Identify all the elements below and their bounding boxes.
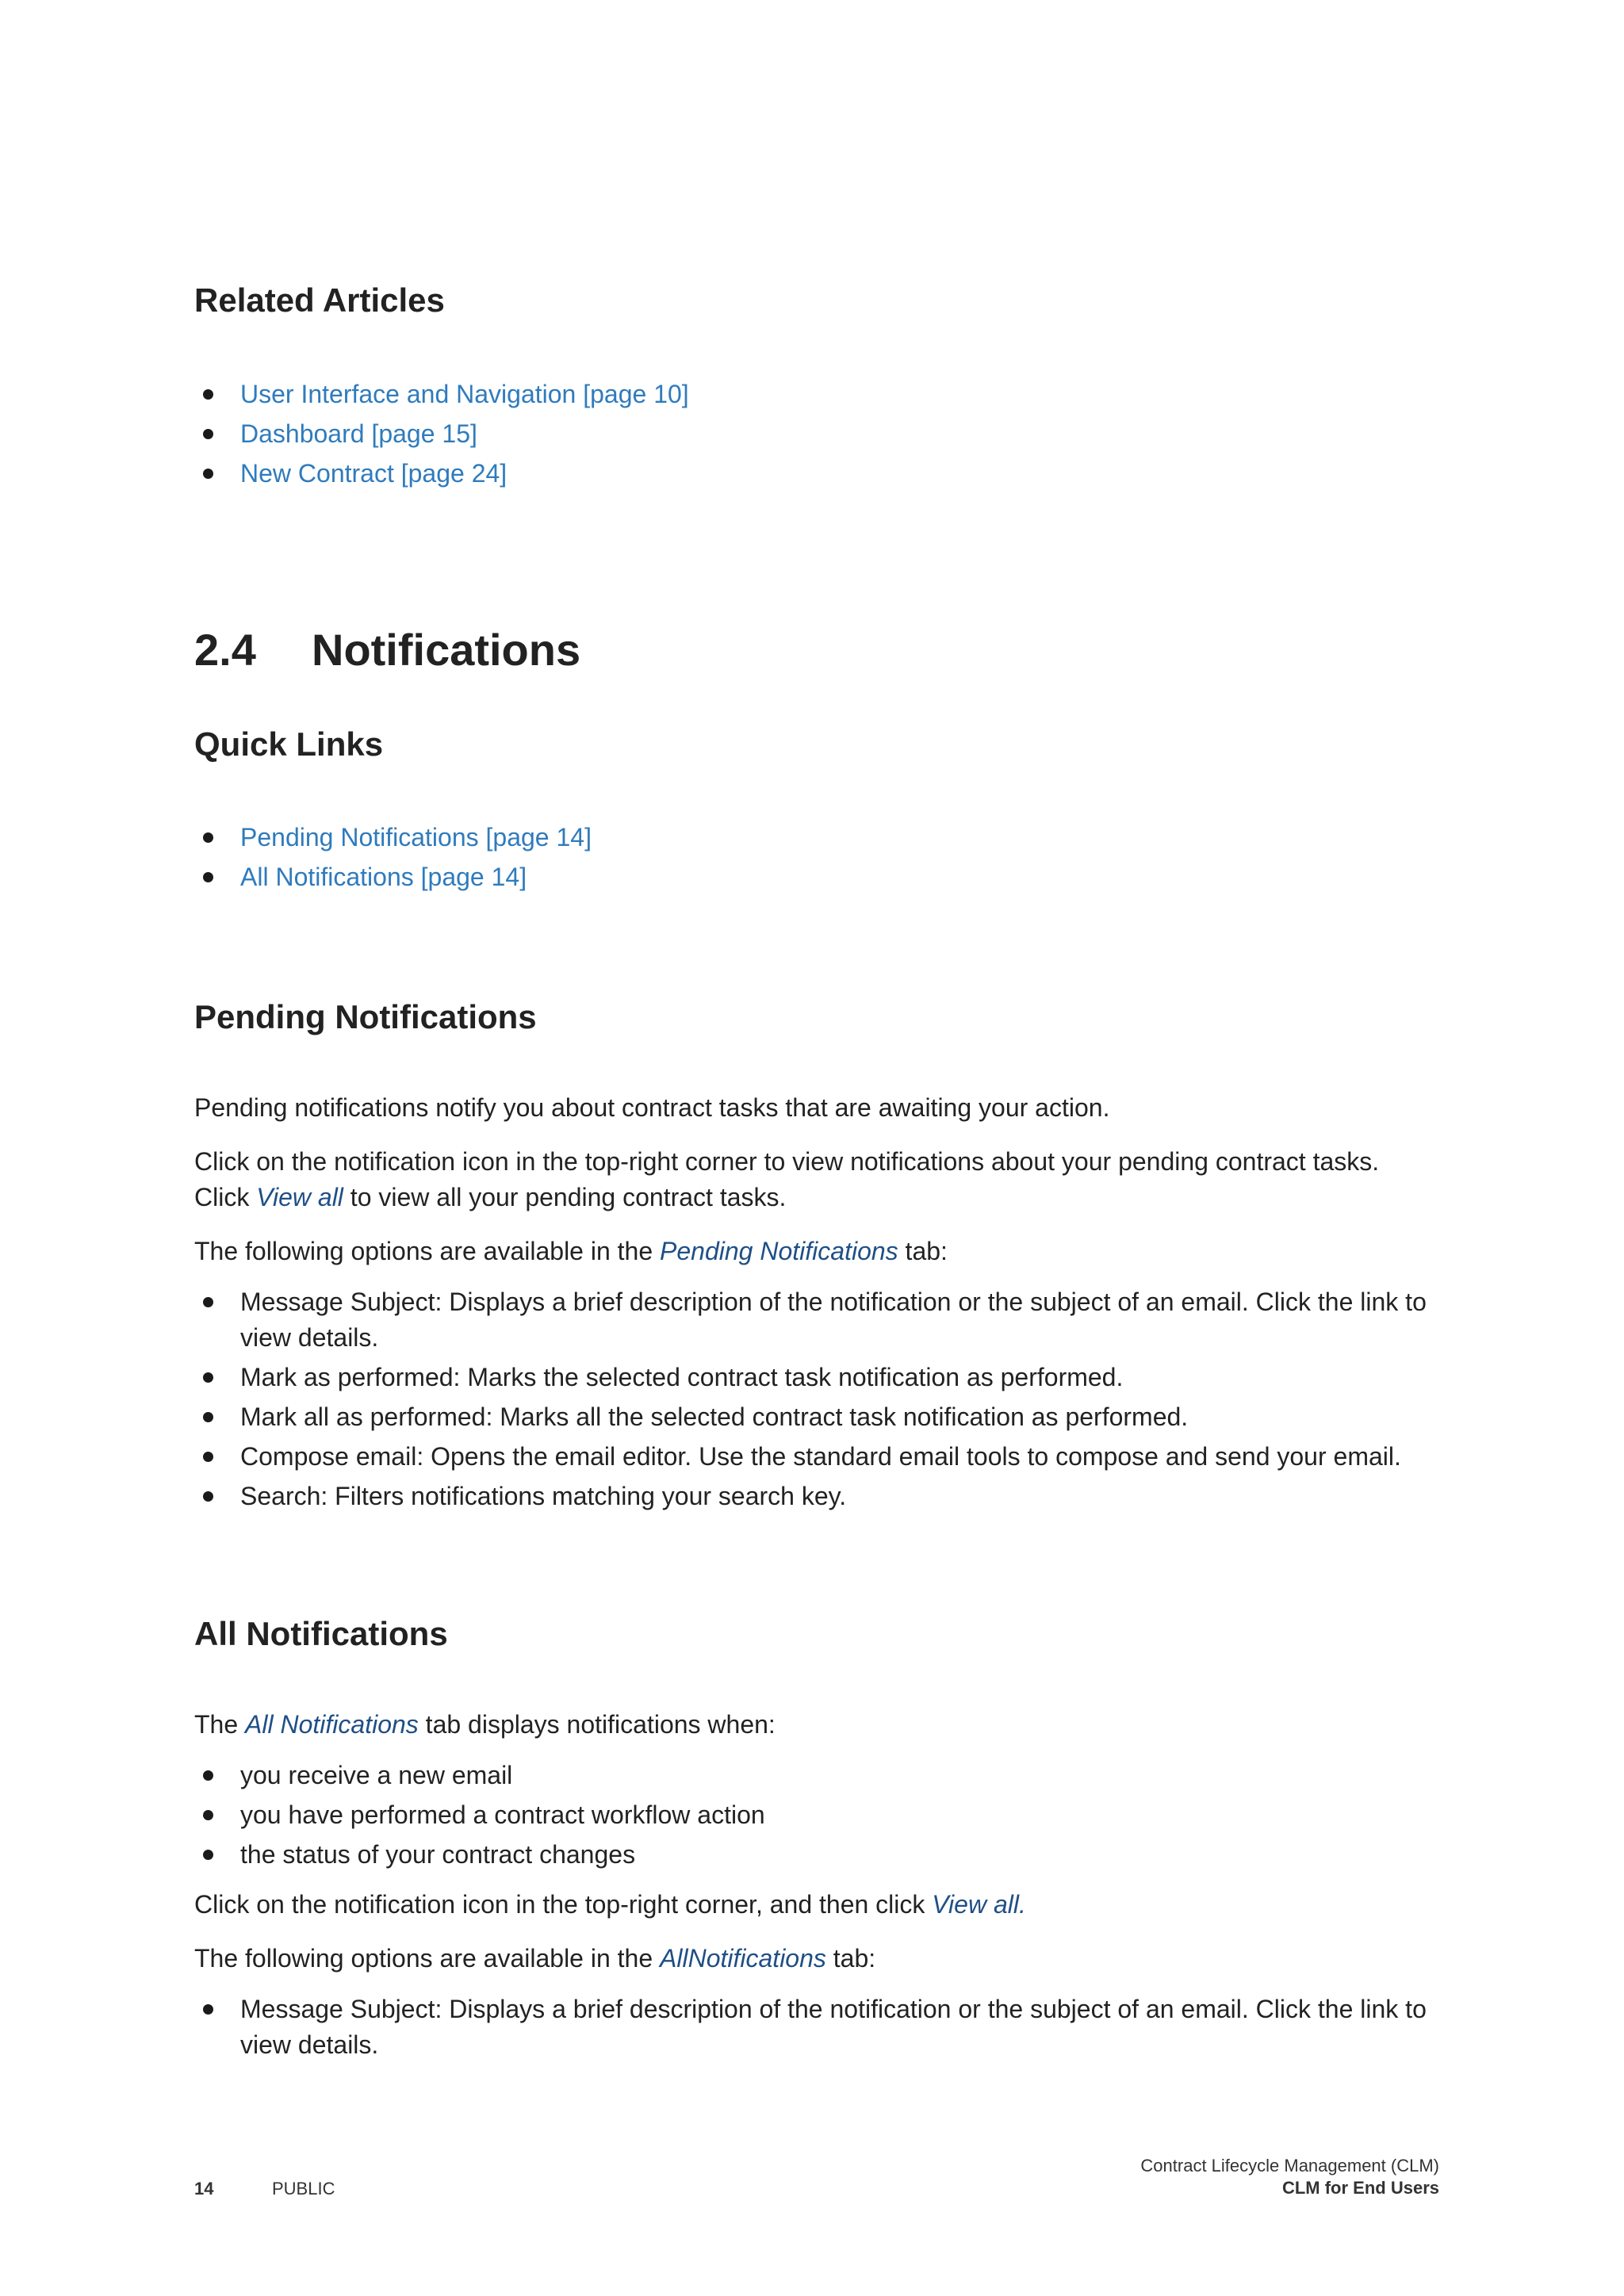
link-all-notifications[interactable]: All Notifications [page 14] — [194, 859, 592, 895]
link-dashboard[interactable]: Dashboard [page 15] — [194, 416, 689, 452]
footer-right — [1140, 2155, 1439, 2199]
all-intro — [194, 1707, 1439, 1743]
related-articles-heading: Related Articles — [194, 281, 445, 319]
list-item: Compose email: Opens the email editor. Use the standard email tools to compose and send your email. — [194, 1439, 1439, 1475]
pending-notifications-tab-name: Pending Notifications — [660, 1237, 898, 1265]
quick-links-heading: Quick Links — [194, 725, 384, 763]
allnotifications-tab-name: AllNotifications — [660, 1944, 826, 1973]
related-articles-list — [194, 377, 689, 496]
pending-click-pre: Click — [194, 1183, 257, 1211]
all-intro-pre: The — [194, 1710, 246, 1739]
pending-options-post: tab: — [898, 1237, 948, 1265]
pending-intro: Pending notifications notify you about contract tasks that are awaiting your action. — [194, 1093, 1110, 1122]
classification-label: PUBLIC — [272, 2179, 335, 2198]
pending-notifications-heading: Pending Notifications — [194, 998, 537, 1035]
view-all-text: View all. — [932, 1890, 1026, 1919]
section-number: 2.4 — [194, 625, 256, 675]
document-title: Contract Lifecycle Management (CLM) — [1140, 2156, 1439, 2175]
view-all-text: View all — [256, 1183, 343, 1211]
list-item: you receive a new email — [194, 1758, 765, 1793]
footer-left — [194, 2179, 335, 2199]
pending-click-post: to view all your pending contract tasks. — [343, 1183, 787, 1211]
all-conditions-list — [194, 1758, 765, 1877]
pending-options-intro — [194, 1234, 1439, 1269]
all-options-intro — [194, 1941, 1439, 1976]
list-item: Search: Filters notifications matching your search key. — [194, 1479, 1439, 1514]
section-title: Notifications — [312, 625, 581, 675]
list-item: Mark as performed: Marks the selected contract task notification as performed. — [194, 1360, 1439, 1395]
all-notifications-tab-name: All Notifications — [245, 1710, 419, 1739]
link-pending-notifications[interactable]: Pending Notifications [page 14] — [194, 820, 592, 855]
all-click-pre: Click on the notification icon in the top-right corner, and then click — [194, 1890, 933, 1919]
list-item: Message Subject: Displays a brief description of the notification or the subject of an email. Click the link to view details. — [194, 1284, 1439, 1356]
all-notifications-heading: All Notifications — [194, 1615, 448, 1652]
all-click-paragraph — [194, 1887, 1439, 1923]
pending-click-paragraph — [194, 1144, 1439, 1215]
all-options-post: tab: — [825, 1944, 876, 1973]
section-heading — [194, 625, 581, 675]
link-user-interface[interactable]: User Interface and Navigation [page 10] — [194, 377, 689, 412]
list-item: you have performed a contract workflow action — [194, 1797, 765, 1833]
list-item: the status of your contract changes — [194, 1837, 765, 1873]
page-number: 14 — [194, 2179, 214, 2198]
list-item: Message Subject: Displays a brief description of the notification or the subject of an email. Click the link to view details. — [194, 1992, 1439, 2063]
document-subtitle: CLM for End Users — [1281, 2178, 1439, 2198]
link-new-contract[interactable]: New Contract [page 24] — [194, 456, 689, 492]
pending-click-line1: Click on the notification icon in the top-right corner to view notifications about your pending contract tasks. — [194, 1147, 1380, 1176]
list-item: Mark all as performed: Marks all the selected contract task notification as performed. — [194, 1399, 1439, 1435]
quick-links-list — [194, 820, 592, 899]
all-options-list — [194, 1992, 1439, 2067]
pending-options-pre: The following options are available in the — [194, 1237, 661, 1265]
all-options-pre: The following options are available in the — [194, 1944, 661, 1973]
all-intro-post: tab displays notifications when: — [418, 1710, 776, 1739]
pending-options-list — [194, 1284, 1439, 1518]
